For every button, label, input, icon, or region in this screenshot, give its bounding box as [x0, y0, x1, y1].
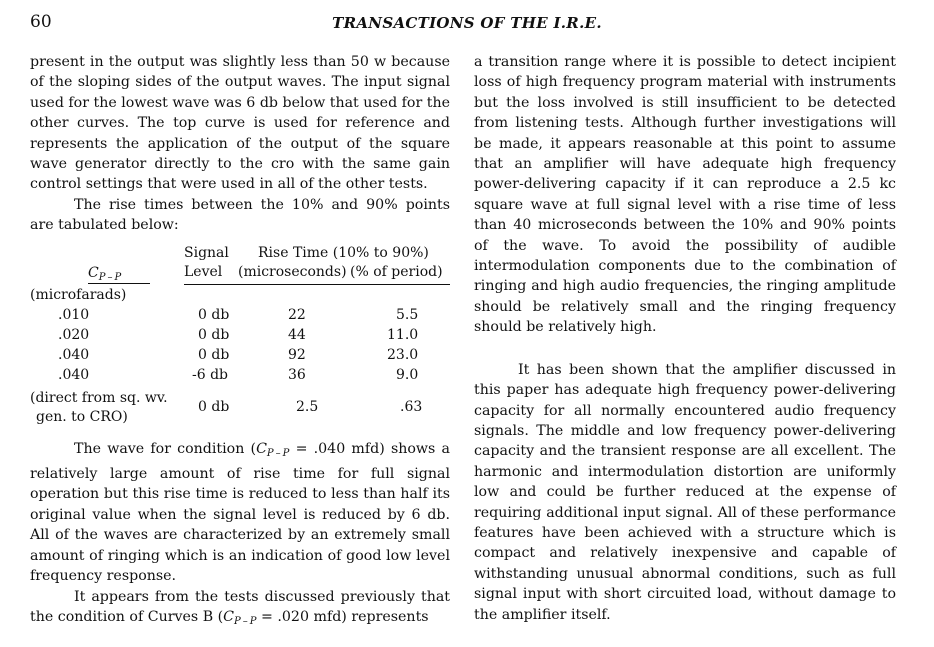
left-paragraph-4: It appears from the tests discussed previously that the condition of Curves B ($C_{P - P} = .020$ mfd) represents [30, 588, 450, 627]
col-header-percent-period: (% of period) [350, 263, 443, 280]
table-cell-us: 2.5 [296, 398, 319, 415]
capacitance-header-underline [88, 283, 150, 284]
table-cell-pct: .63 [400, 398, 423, 415]
table-cell-us: 36 [288, 366, 306, 383]
table-cell-level: 0 db [198, 326, 230, 343]
table-cell-cap: .010 [58, 306, 90, 323]
col-header-capacitance: $C_{P - P}$ [88, 264, 122, 283]
right-paragraph-1: a transition range where it is possible to detect incipient loss of high frequency program material with instruments but the loss involved is still insufficient to be detected from listening tests. Although further investigations will be made, it appears reasonable at this point to assume that an amplifier will have adequate high frequency power-delivering capacity if it can reproduce a 2.5 kc square wave at full signal level with a rise time of less than 40 microseconds between the 10% and 90% points of the wave. To avoid the possibility of audible intermodulation components due to the combination of ringing and high audio frequencies, the ringing amplitude should be relatively small and the ringing frequency should be relatively high. [474, 54, 896, 336]
units-label: (microfarads) [30, 286, 127, 303]
col-header-signal: Signal [184, 244, 229, 261]
table-cell-cap: .040 [58, 346, 90, 363]
right-paragraph-2: It has been shown that the amplifier discussed in this paper has adequate high frequency power-delivering capacity for all normally encountered audio frequency signals. The middle and low frequency power-delivering capacity and the transient response are all excellent. The harmonic and intermodulation distortion are uniformly low and could be further reduced at the expense of requiring additional input signal. All of these performance features have been achieved with a structure which is compact and relatively inexpensive and capable of withstanding unusual abnormal conditions, such as full signal input with short circuited load, without damage to the amplifier itself. [474, 361, 896, 623]
table-cell-cap-line2: gen. to CRO) [36, 408, 128, 425]
col-header-rise-time: Rise Time (10% to 90%) [258, 244, 429, 261]
page-number: 60 [30, 12, 52, 32]
left-paragraph-3: The wave for condition ($C_{P - P} = .040$ mfd) shows a relatively large amount of rise time for full signal operation but this rise time is reduced to less than half its original value when the signal level is reduced by 6 db. All of the waves are characterized by an extremely small amount of ringing which is an indication of good low level frequency response. [30, 440, 450, 585]
table-cell-level: 0 db [198, 346, 230, 363]
rise-time-table [30, 238, 450, 438]
left-column [30, 52, 450, 632]
table-cell-pct: 5.5 [396, 306, 419, 323]
right-column [474, 52, 896, 625]
running-head: TRANSACTIONS OF THE I.R.E. [332, 14, 602, 32]
left-paragraph-1: present in the output was slightly less than 50 w because of the sloping sides of the output waves. The input signal used for the lowest wave was 6 db below that used for the other curves. The top curve is used for reference and represents the application of the output of the square wave generator directly to the cro with the same gain control settings that were used in all of the other tests. [30, 54, 450, 193]
table-cell-cap-line1: (direct from sq. wv. [30, 389, 168, 406]
table-cell-pct: 11.0 [387, 326, 419, 343]
table-cell-cap: .020 [58, 326, 90, 343]
table-cell-cap: .040 [58, 366, 90, 383]
table-cell-us: 22 [288, 306, 306, 323]
table-cell-level: 0 db [198, 398, 230, 415]
table-header-rule [184, 284, 450, 285]
table-cell-pct: 23.0 [387, 346, 419, 363]
table-cell-level: 0 db [198, 306, 230, 323]
table-cell-us: 44 [288, 326, 306, 343]
table-cell-us: 92 [288, 346, 306, 363]
col-header-level: Level [184, 263, 223, 280]
left-paragraph-2: The rise times between the 10% and 90% points are tabulated below: [30, 196, 450, 234]
table-cell-level: -6 db [192, 366, 229, 383]
col-header-microseconds: (microseconds) [238, 263, 347, 280]
table-cell-pct: 9.0 [396, 366, 419, 383]
